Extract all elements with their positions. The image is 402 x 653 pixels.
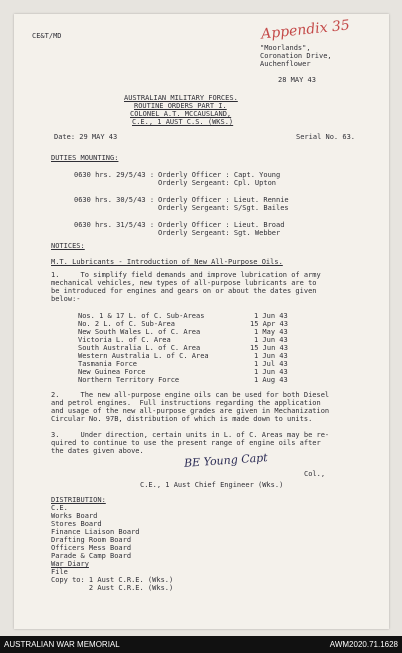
signatory-title: C.E., 1 Aust Chief Engineer (Wks.) bbox=[140, 481, 284, 489]
area-name: Nos. 1 & 17 L. of C. Sub-Areas bbox=[78, 312, 205, 320]
distribution-heading: DISTRIBUTION: bbox=[51, 496, 106, 504]
paragraph-line: the dates given above. bbox=[51, 447, 144, 455]
duty-time: 0630 hrs. 31/5/43 : bbox=[74, 221, 155, 229]
duty-sergeant: Orderly Sergeant: Sgt. Webber bbox=[158, 229, 281, 237]
duty-sergeant: Orderly Sergeant: S/Sgt. Bailes bbox=[158, 204, 289, 212]
handwritten-appendix-note: Appendix 35 bbox=[260, 17, 351, 43]
area-date: 1 May 43 bbox=[254, 328, 288, 336]
area-date: 1 Aug 43 bbox=[254, 376, 288, 384]
paragraph-line: be introduced for engines and gears on or about the dates given bbox=[51, 287, 317, 295]
paragraph-line: Circular No. 97B, distribution of which is made down to units. bbox=[51, 415, 313, 423]
handwritten-signature: BE Young Capt bbox=[183, 451, 269, 470]
duty-officer: Orderly Officer : Lieut. Rennie bbox=[158, 196, 289, 204]
footer-bar bbox=[0, 636, 402, 653]
distribution-item: File bbox=[51, 568, 68, 576]
duty-time: 0630 hrs. 30/5/43 : bbox=[74, 196, 155, 204]
area-name: No. 2 L. of C. Sub-Area bbox=[78, 320, 175, 328]
distribution-item: Finance Liaison Board bbox=[51, 528, 140, 536]
paragraph-line: and usage of the new all-purpose grades are given in Mechanization bbox=[51, 407, 330, 415]
title-line: COLONEL A.T. MCCAUSLAND, bbox=[130, 110, 232, 118]
distribution-item: Officers Mess Board bbox=[51, 544, 132, 552]
area-date: 15 Apr 43 bbox=[250, 320, 288, 328]
duty-time: 0630 hrs. 29/5/43 : bbox=[74, 171, 155, 179]
address-date: 28 MAY 43 bbox=[278, 76, 316, 84]
area-date: 15 Jun 43 bbox=[250, 344, 288, 352]
paragraph-line: 3. Under direction, certain units in L. of C. Areas may be re- bbox=[51, 431, 330, 439]
distribution-copy: Copy to: 1 Aust C.R.E. (Wks.) bbox=[51, 576, 174, 584]
distribution-item: War Diary bbox=[51, 560, 89, 568]
duty-sergeant: Orderly Sergeant: Cpl. Upton bbox=[158, 179, 277, 187]
duty-officer: Orderly Officer : Lieut. Broad bbox=[158, 221, 285, 229]
paragraph-line: 2. The new all-purpose engine oils can be used for both Diesel bbox=[51, 391, 330, 399]
distribution-copy: 2 Aust C.R.E. (Wks.) bbox=[51, 584, 174, 592]
address-line: Auchenflower bbox=[260, 60, 311, 68]
area-date: 1 Jun 43 bbox=[254, 352, 288, 360]
paragraph-line: quired to continue to use the present range of engine oils after bbox=[51, 439, 321, 447]
duties-heading: DUTIES MOUNTING: bbox=[51, 154, 119, 162]
area-name: Victoria L. of C. Area bbox=[78, 336, 171, 344]
distribution-item: C.E. bbox=[51, 504, 68, 512]
distribution-item: Parade & Camp Board bbox=[51, 552, 132, 560]
area-name: Tasmania Force bbox=[78, 360, 138, 368]
title-line: C.E., 1 AUST C.S. (WKS.) bbox=[132, 118, 234, 126]
document-page bbox=[14, 14, 389, 629]
distribution-item: Stores Board bbox=[51, 520, 102, 528]
distribution-item: Works Board bbox=[51, 512, 98, 520]
notices-heading: NOTICES: bbox=[51, 242, 85, 250]
area-date: 1 Jun 43 bbox=[254, 368, 288, 376]
title-line: AUSTRALIAN MILITARY FORCES. bbox=[124, 94, 238, 102]
area-date: 1 Jun 43 bbox=[254, 336, 288, 344]
address-line: "Moorlands", bbox=[260, 44, 311, 52]
area-name: Western Australia L. of C. Area bbox=[78, 352, 209, 360]
area-name: Northern Territory Force bbox=[78, 376, 180, 384]
area-date: 1 Jul 43 bbox=[254, 360, 288, 368]
footer-accession-number: AWM2020.71.1628 bbox=[329, 640, 398, 649]
paragraph-line: below:- bbox=[51, 295, 81, 303]
document-ref: CE&T/MD bbox=[32, 32, 62, 40]
distribution-item: Drafting Room Board bbox=[51, 536, 132, 544]
title-line: ROUTINE ORDERS PART I. bbox=[134, 102, 227, 110]
area-date: 1 Jun 43 bbox=[254, 312, 288, 320]
duty-officer: Orderly Officer : Capt. Young bbox=[158, 171, 281, 179]
address-line: Coronation Drive, bbox=[260, 52, 332, 60]
order-date: Date: 29 MAY 43 bbox=[54, 133, 118, 141]
area-name: South Australia L. of C. Area bbox=[78, 344, 201, 352]
paragraph-line: 1. To simplify field demands and improve lubrication of army bbox=[51, 271, 321, 279]
paragraph-line: mechanical vehicles, new types of all-purpose lubricants are to bbox=[51, 279, 317, 287]
signatory-rank: Col., bbox=[304, 470, 326, 478]
footer-source: AUSTRALIAN WAR MEMORIAL bbox=[4, 640, 120, 649]
area-name: New Guinea Force bbox=[78, 368, 146, 376]
serial-number: Serial No. 63. bbox=[296, 133, 356, 141]
paragraph-line: and petrol engines. Full instructions regarding the application bbox=[51, 399, 321, 407]
notice-subject: M.T. Lubricants - Introduction of New All-Purpose Oils. bbox=[51, 258, 283, 266]
area-name: New South Wales L. of C. Area bbox=[78, 328, 201, 336]
